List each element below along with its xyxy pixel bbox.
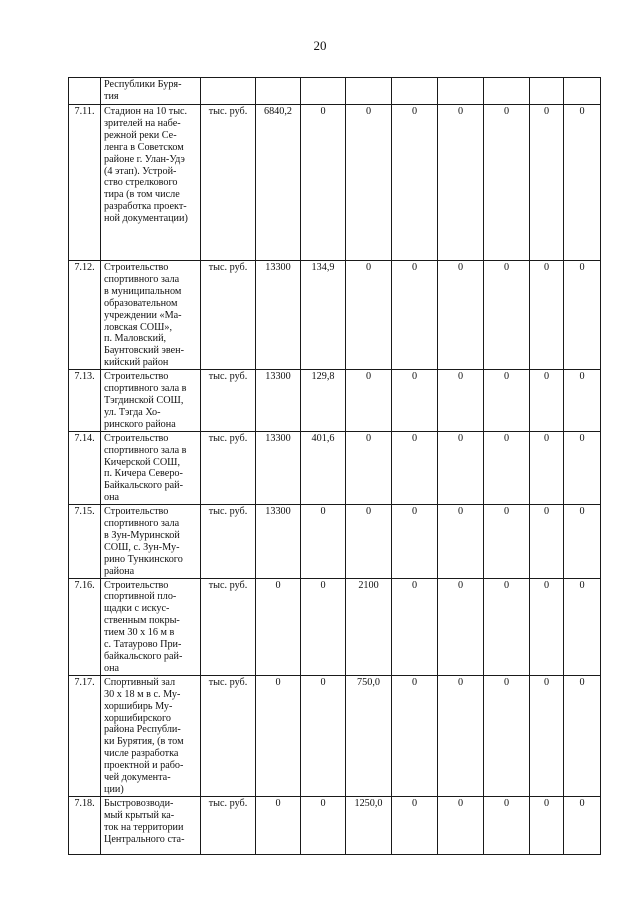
- row-number: 7.17.: [69, 675, 101, 796]
- value-cell-8: 0: [564, 431, 601, 504]
- object-name-line: в Зун-Муринской: [104, 529, 180, 541]
- value-cell-2: 0: [301, 578, 346, 675]
- unit-cell: тыс. руб.: [201, 370, 256, 432]
- value-cell-4: 0: [392, 261, 438, 370]
- object-name-line: Центрального ста-: [104, 833, 185, 845]
- table-row: [69, 796, 601, 854]
- object-name-line: районе г. Улан-Удэ: [104, 153, 185, 165]
- object-name: [101, 105, 201, 261]
- object-name-line: Байкальского рай-: [104, 480, 184, 492]
- value-cell-3: 0: [346, 505, 392, 578]
- unit-cell: тыс. руб.: [201, 505, 256, 578]
- row-number: [69, 78, 101, 105]
- row-number: 7.12.: [69, 261, 101, 370]
- value-cell-2: 0: [301, 505, 346, 578]
- unit-cell: тыс. руб.: [201, 796, 256, 854]
- value-cell-7: 0: [530, 261, 564, 370]
- value-cell-7: 0: [530, 505, 564, 578]
- object-name-line: щадки с искус-: [104, 603, 170, 615]
- value-cell-3: 2100: [346, 578, 392, 675]
- value-cell-8: 0: [564, 370, 601, 432]
- object-name-line: спортивной пло-: [104, 591, 177, 603]
- object-name-line: района Республи-: [104, 724, 181, 736]
- row-number: 7.15.: [69, 505, 101, 578]
- object-name-line: числе разработка: [104, 748, 179, 760]
- value-cell-8: 0: [564, 796, 601, 854]
- object-name-line: п. Кичера Северо-: [104, 468, 183, 480]
- table-row: [69, 675, 601, 796]
- value-cell-3: 0: [346, 431, 392, 504]
- value-cell-6: 0: [484, 675, 530, 796]
- value-cell-7: 0: [530, 578, 564, 675]
- object-name-line: Стадион на 10 тыс.: [104, 106, 188, 117]
- value-cell-5: [438, 78, 484, 105]
- object-name-line: (4 этап). Устрой-: [104, 165, 177, 177]
- value-cell-3: 1250,0: [346, 796, 392, 854]
- object-name: [101, 675, 201, 796]
- object-name-line: п. Маловский,: [104, 333, 167, 345]
- object-name-line: образовательном: [104, 297, 178, 309]
- object-name-line: ул. Тэгда Хо-: [104, 406, 161, 418]
- value-cell-4: 0: [392, 578, 438, 675]
- value-cell-5: 0: [438, 370, 484, 432]
- object-name-line: байкальского рай-: [104, 651, 183, 662]
- object-name-line: спортивного зала в: [104, 383, 187, 395]
- object-name-line: Спортивный зал: [104, 676, 176, 688]
- object-name-line: спортивного зала: [104, 518, 180, 530]
- object-name: [101, 796, 201, 854]
- table-body: [69, 78, 601, 855]
- value-cell-5: 0: [438, 578, 484, 675]
- object-name-line: хоршибирь Му-: [104, 700, 173, 712]
- object-name-line: ток на территории: [104, 821, 184, 833]
- object-name: [101, 505, 201, 578]
- value-cell-5: 0: [438, 261, 484, 370]
- row-number: 7.14.: [69, 431, 101, 504]
- table-row: [69, 505, 601, 578]
- page-number: 20: [313, 38, 327, 53]
- object-name-line: в муниципальном: [104, 285, 182, 297]
- unit-cell: тыс. руб.: [201, 431, 256, 504]
- value-cell-5: 0: [438, 431, 484, 504]
- value-cell-4: 0: [392, 505, 438, 578]
- object-name-line: режной реки Се-: [104, 129, 177, 141]
- value-cell-6: 0: [484, 431, 530, 504]
- unit-cell: тыс. руб.: [201, 675, 256, 796]
- value-cell-6: 0: [484, 796, 530, 854]
- object-name-line: Строительство: [104, 262, 169, 273]
- value-cell-3: 750,0: [346, 675, 392, 796]
- value-cell-4: [392, 78, 438, 105]
- object-name-line: тира (в том числе: [104, 189, 180, 201]
- value-cell-1: 13300: [256, 370, 301, 432]
- object-name-line: ловская СОШ»,: [104, 321, 173, 333]
- table-row: [69, 105, 601, 261]
- object-name-line: района: [104, 565, 135, 577]
- object-name-line: ринского района: [104, 418, 176, 430]
- object-name-line: она: [104, 492, 120, 504]
- object-name-line: проектной и рабо-: [104, 760, 184, 772]
- object-name-line: Тэгдинской СОШ,: [104, 394, 184, 406]
- object-name-line: ленга в Советском: [104, 141, 184, 153]
- object-name-line: Строительство: [104, 432, 169, 444]
- value-cell-6: 0: [484, 105, 530, 261]
- value-cell-8: 0: [564, 505, 601, 578]
- value-cell-1: 0: [256, 578, 301, 675]
- object-name-line: с. Татаурово При-: [104, 639, 182, 651]
- unit-cell: тыс. руб.: [201, 261, 256, 370]
- funding-table: [68, 77, 601, 855]
- value-cell-1: 0: [256, 796, 301, 854]
- unit-cell: тыс. руб.: [201, 578, 256, 675]
- object-name-line: она: [104, 662, 120, 674]
- value-cell-7: 0: [530, 796, 564, 854]
- object-name-line: мый крытый ка-: [104, 809, 175, 821]
- object-name-line: СОШ, с. Зун-Му-: [104, 541, 180, 553]
- object-name: [101, 578, 201, 675]
- table-row: [69, 431, 601, 504]
- object-name: [101, 370, 201, 432]
- value-cell-7: 0: [530, 370, 564, 432]
- value-cell-6: 0: [484, 578, 530, 675]
- object-name-line: разработка проект-: [104, 201, 187, 213]
- table-row: [69, 370, 601, 432]
- object-name-line: Баунтовский эвен-: [104, 345, 184, 357]
- value-cell-4: 0: [392, 796, 438, 854]
- object-name: [101, 431, 201, 504]
- value-cell-1: 6840,2: [256, 105, 301, 261]
- value-cell-2: 129,8: [301, 370, 346, 432]
- value-cell-4: 0: [392, 105, 438, 261]
- object-name-line: Кичерской СОШ,: [104, 456, 181, 468]
- value-cell-8: 0: [564, 105, 601, 261]
- value-cell-5: 0: [438, 505, 484, 578]
- unit-cell: тыс. руб.: [201, 105, 256, 261]
- object-name-line: хоршибирского: [104, 712, 171, 724]
- value-cell-1: 13300: [256, 431, 301, 504]
- value-cell-3: 0: [346, 261, 392, 370]
- value-cell-1: 0: [256, 675, 301, 796]
- value-cell-3: 0: [346, 370, 392, 432]
- value-cell-4: 0: [392, 675, 438, 796]
- object-name: [101, 261, 201, 370]
- object-name-line: ции): [104, 783, 124, 795]
- object-name-line: Республики Буря-: [104, 79, 182, 90]
- value-cell-2: 401,6: [301, 431, 346, 504]
- unit-cell: [201, 78, 256, 105]
- value-cell-2: 0: [301, 675, 346, 796]
- value-cell-8: 0: [564, 675, 601, 796]
- object-name-line: учреждении «Ма-: [104, 309, 182, 321]
- object-name-line: спортивного зала: [104, 273, 180, 285]
- table-row: [69, 261, 601, 370]
- object-name-line: кийский район: [104, 357, 169, 369]
- object-name-line: ки Бурятия, (в том: [104, 736, 184, 748]
- object-name-line: чей документа-: [104, 772, 171, 784]
- object-name-line: зрителей на набе-: [104, 117, 181, 129]
- row-number: 7.16.: [69, 578, 101, 675]
- value-cell-1: 13300: [256, 261, 301, 370]
- value-cell-6: 0: [484, 261, 530, 370]
- value-cell-1: 13300: [256, 505, 301, 578]
- value-cell-5: 0: [438, 675, 484, 796]
- value-cell-7: 0: [530, 431, 564, 504]
- object-name-line: ство стрелкового: [104, 177, 178, 189]
- table-row: [69, 78, 601, 105]
- value-cell-2: 0: [301, 796, 346, 854]
- value-cell-2: [301, 78, 346, 105]
- value-cell-6: 0: [484, 370, 530, 432]
- value-cell-4: 0: [392, 370, 438, 432]
- value-cell-2: 134,9: [301, 261, 346, 370]
- table-row: [69, 578, 601, 675]
- row-number: 7.13.: [69, 370, 101, 432]
- value-cell-2: 0: [301, 105, 346, 261]
- object-name-line: ной документации): [104, 213, 188, 225]
- object-name-line: рино Тункинского: [104, 553, 183, 565]
- value-cell-8: 0: [564, 261, 601, 370]
- object-name-line: Строительство: [104, 579, 169, 591]
- value-cell-1: [256, 78, 301, 105]
- object-name-line: Строительство: [104, 506, 169, 518]
- object-name-line: тием 30 х 16 м в: [104, 627, 175, 639]
- object-name-line: 30 х 18 м в с. Му-: [104, 688, 181, 700]
- value-cell-5: 0: [438, 796, 484, 854]
- value-cell-5: 0: [438, 105, 484, 261]
- value-cell-7: 0: [530, 105, 564, 261]
- value-cell-6: [484, 78, 530, 105]
- value-cell-3: 0: [346, 105, 392, 261]
- value-cell-8: 0: [564, 578, 601, 675]
- value-cell-6: 0: [484, 505, 530, 578]
- value-cell-7: [530, 78, 564, 105]
- value-cell-8: [564, 78, 601, 105]
- object-name-line: спортивного зала в: [104, 444, 187, 456]
- object-name-line: Строительство: [104, 371, 169, 383]
- row-number: 7.18.: [69, 796, 101, 854]
- row-number: 7.11.: [69, 105, 101, 261]
- object-name-line: тия: [104, 90, 119, 102]
- object-name-line: ственным покры-: [104, 615, 180, 627]
- object-name: [101, 78, 201, 105]
- value-cell-4: 0: [392, 431, 438, 504]
- value-cell-3: [346, 78, 392, 105]
- value-cell-7: 0: [530, 675, 564, 796]
- object-name-line: Быстровозводи-: [104, 797, 174, 809]
